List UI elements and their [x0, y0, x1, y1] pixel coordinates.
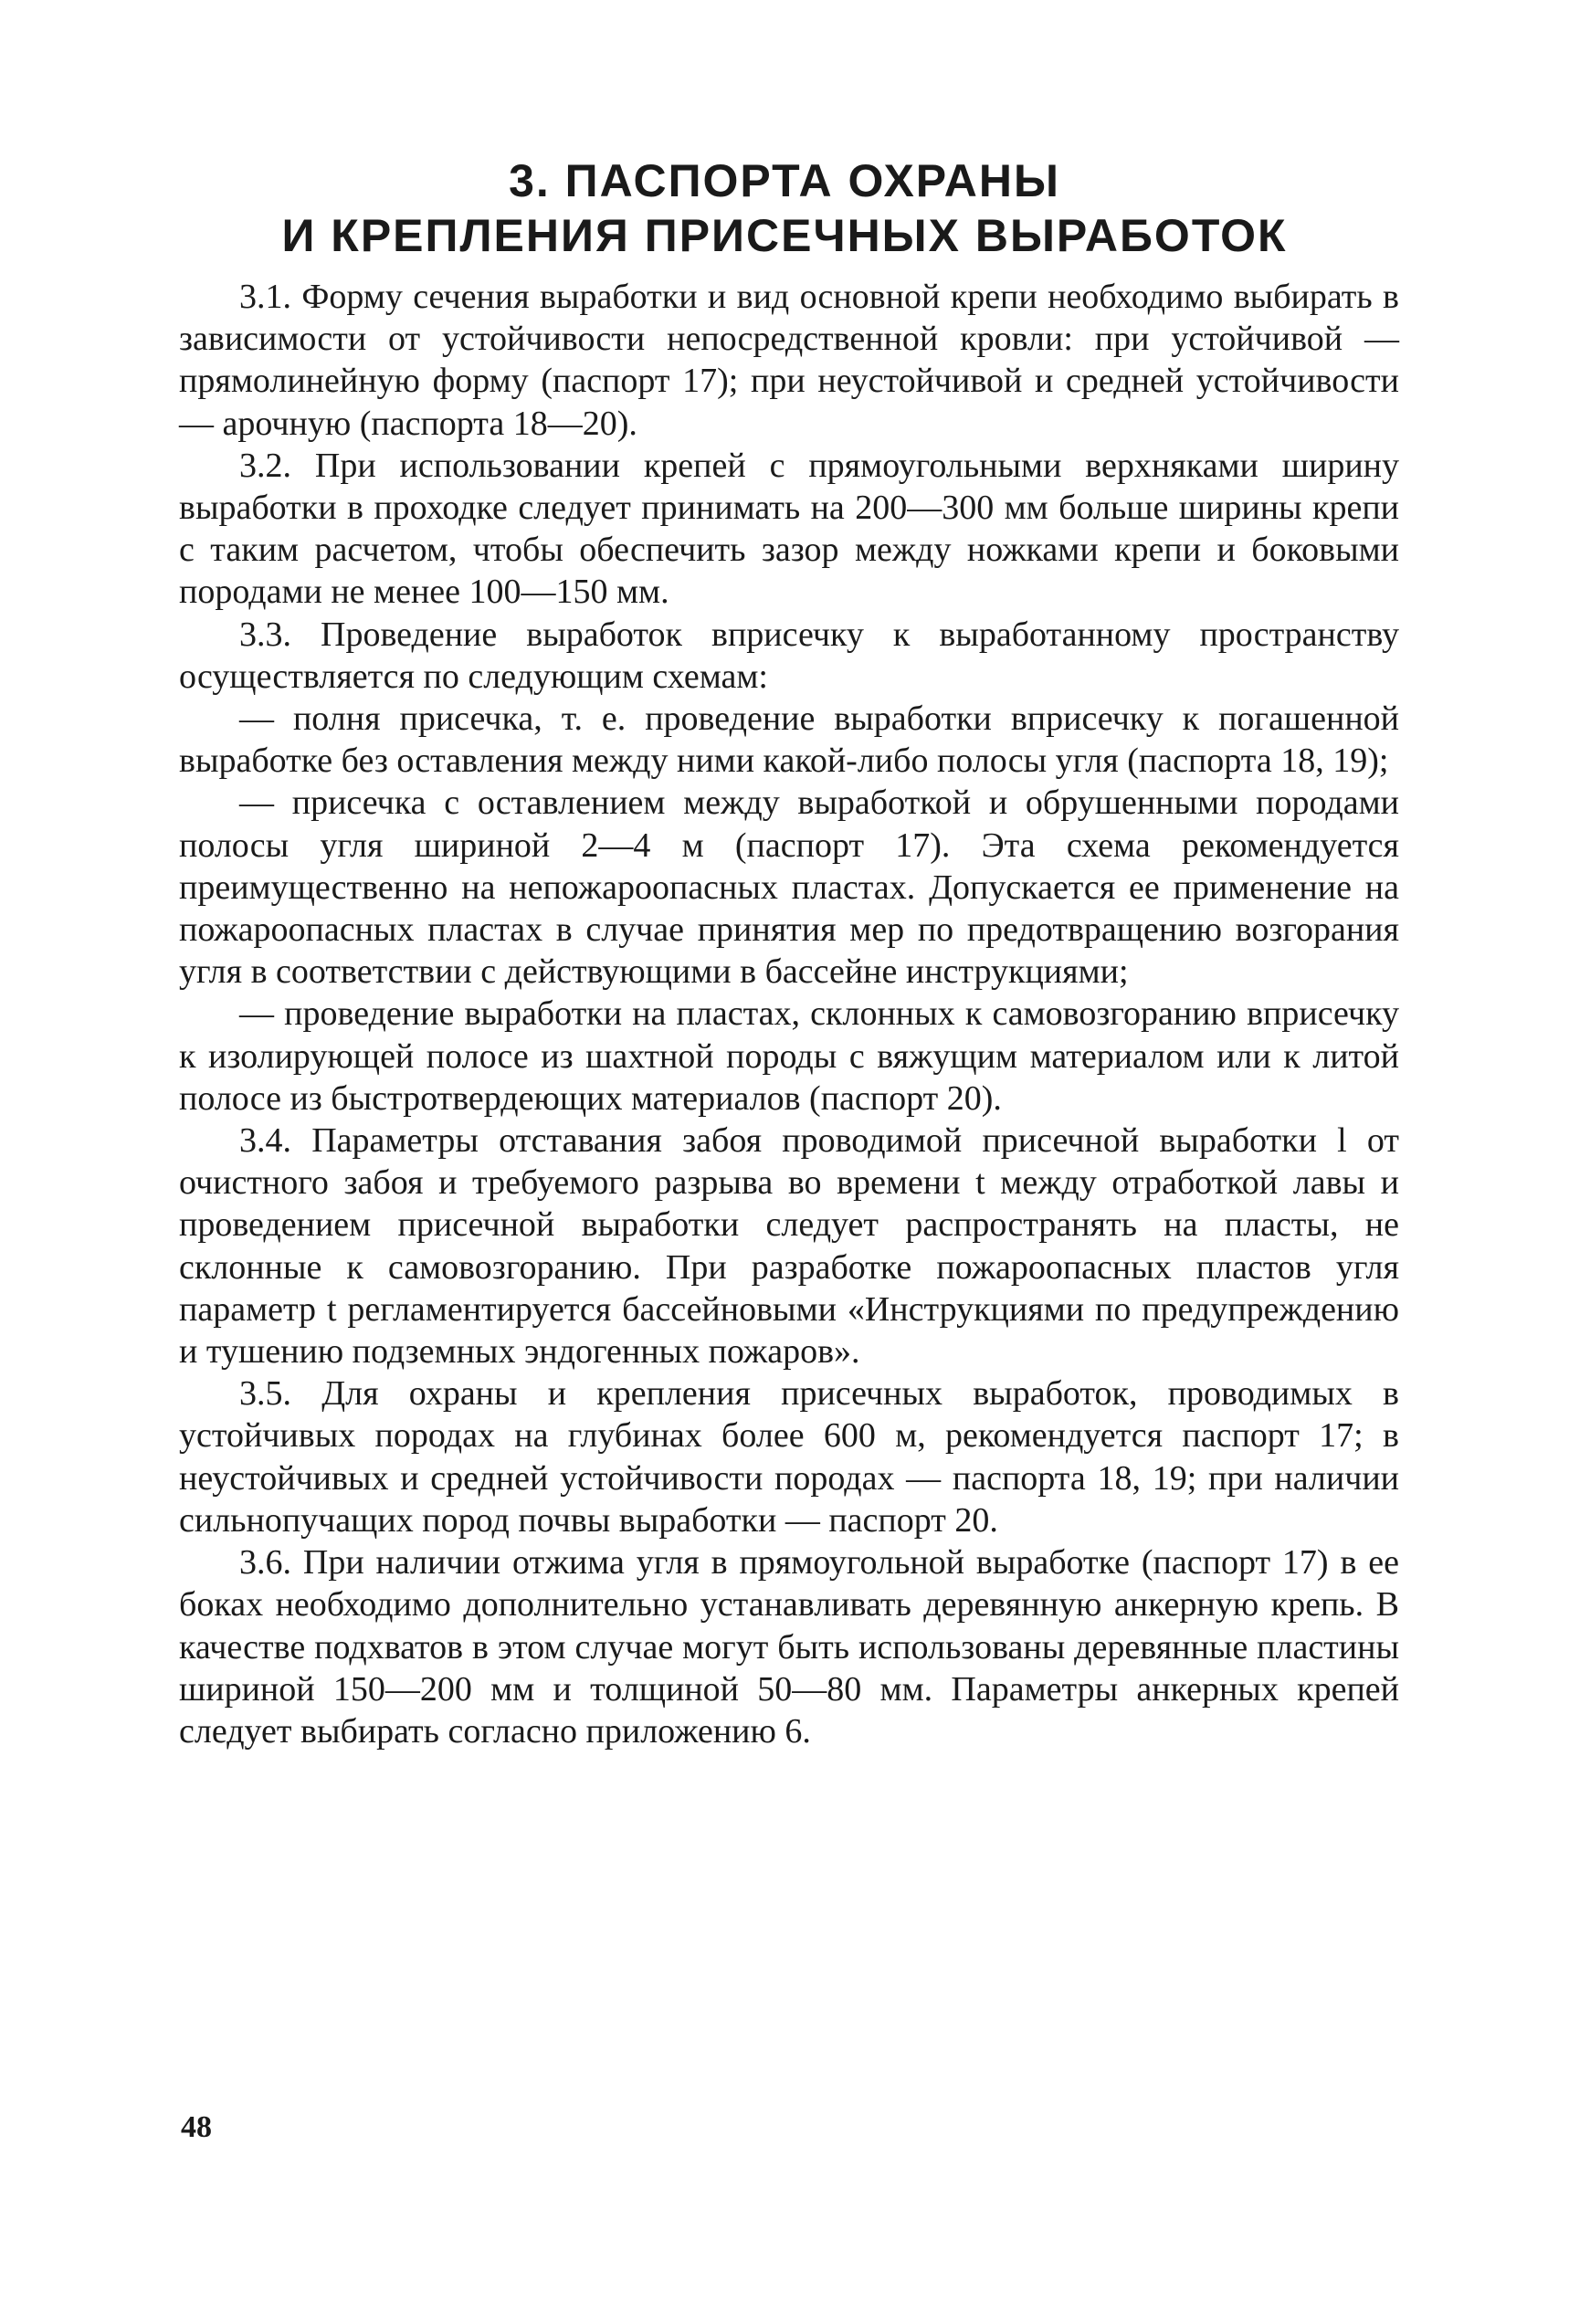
- paragraph-3-2: 3.2. При использовании крепей с прямоугольными верхняками ширину выработки в проходке следует принимать на 200—300 мм больше ширины крепи с таким расчетом, чтобы обеспечить зазор между ножками крепи и боковыми породами не менее 100—150 мм.: [179, 446, 1399, 612]
- page-number: 48: [181, 2110, 212, 2144]
- section-title: [0, 153, 1569, 263]
- list-item-coal-strip: — присечка с оставлением между выработкой и обрушенными породами полосы угля шириной 2—4 м (паспорт 17). Эта схема рекомендуется преимущественно на непожароопасных пластах. Допускается ее применение на пожароопасных пластах в случае принятия мер по предотвращению возгорания угля в соответствии с действующими в бассейне инструкциями;: [179, 783, 1399, 992]
- paragraph-3-6: 3.6. При наличии отжима угля в прямоугольной выработке (паспорт 17) в ее боках необходимо дополнительно устанавливать деревянную анкерную крепь. В качестве подхватов в этом случае могут быть использованы деревянные пластины шириной 150—200 мм и толщиной 50—80 мм. Параметры анкерных крепей следует выбирать согласно приложению 6.: [179, 1543, 1399, 1751]
- list-item-isolating-strip: — проведение выработки на пластах, склонных к самовозгоранию вприсечку к изолирующей полосе из шахтной породы с вяжущим материалом или к литой полосе из быстротвердеющих материалов (паспорт 20).: [179, 994, 1399, 1118]
- paragraph-3-5: 3.5. Для охраны и крепления присечных выработок, проводимых в устойчивых породах на глубинах более 600 м, рекомендуется паспорт 17; в неустойчивых и средней устойчивости породах — паспорта 18, 19; при наличии сильнопучащих пород почвы выработки — паспорт 20.: [179, 1374, 1399, 1540]
- section-title-line-1: 3. ПАСПОРТА ОХРАНЫ: [509, 155, 1060, 206]
- body-text: [179, 276, 1399, 1752]
- list-item-full-cut: — полня присечка, т. е. проведение выработки вприсечку к погашенной выработке без оставления между ними какой-либо полосы угля (паспорта 18, 19);: [179, 699, 1399, 781]
- paragraph-3-3: 3.3. Проведение выработок вприсечку к выработанному пространству осуществляется по следующим схемам:: [179, 615, 1399, 696]
- section-title-line-2: И КРЕПЛЕНИЯ ПРИСЕЧНЫХ ВЫРАБОТОК: [281, 210, 1288, 261]
- paragraph-3-1: 3.1. Форму сечения выработки и вид основной крепи необходимо выбирать в зависимости от устойчивости непосредственной кровли: при устойчивой — прямолинейную форму (паспорт 17); при неустойчивой и средней устойчивости — арочную (паспорта 18—20).: [179, 278, 1399, 443]
- paragraph-3-4: 3.4. Параметры отставания забоя проводимой присечной выработки l от очистного забоя и требуемого разрыва во времени t между отработкой лавы и проведением присечной выработки следует распространять на пласты, не склонные к самовозгоранию. При разработке пожароопасных пластов угля параметр t регламентируется бассейновыми «Инструкциями по предупреждению и тушению подземных эндогенных пожаров».: [179, 1121, 1399, 1372]
